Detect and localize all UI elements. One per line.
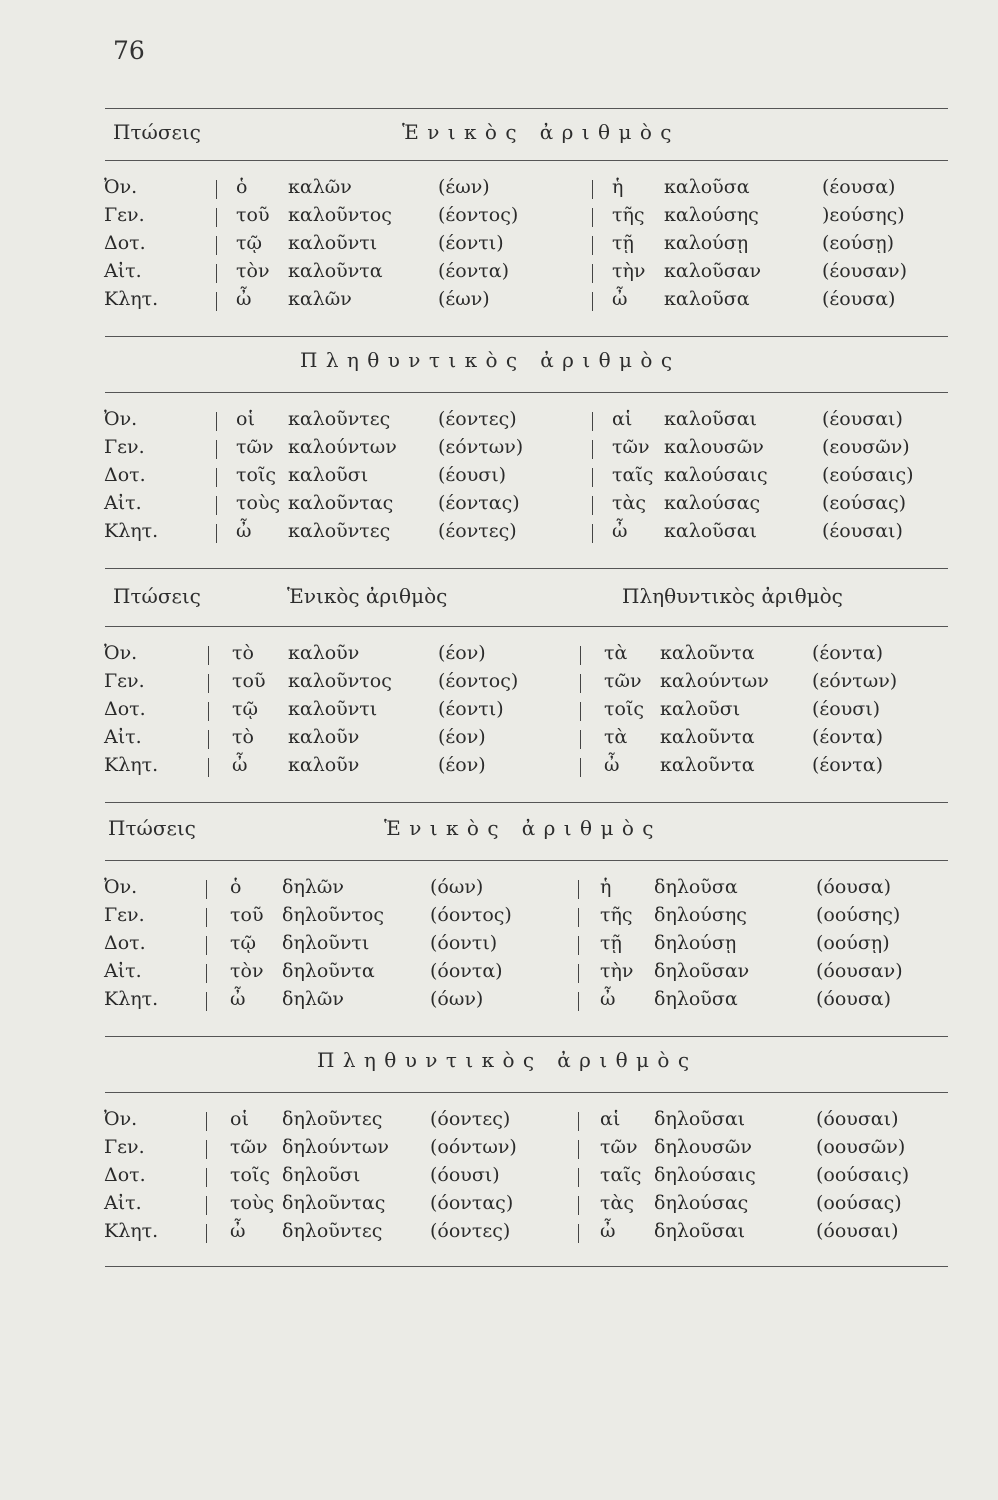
uncontracted-form-cell: (όοντα) [430, 960, 503, 982]
uncontracted-form-cell: (όουσαν) [816, 960, 903, 982]
column-divider [208, 674, 209, 693]
uncontracted-form-cell: (έοντες) [438, 408, 517, 430]
case-label: Ὀν. [104, 1108, 138, 1130]
participle-cell: καλοῦσι [288, 464, 369, 486]
participle-cell: καλοῦντι [288, 232, 378, 254]
table-row [104, 436, 944, 464]
case-label: Δοτ. [104, 1164, 146, 1186]
column-divider [578, 880, 579, 899]
table-row [104, 876, 944, 904]
case-label: Κλητ. [104, 1220, 159, 1242]
uncontracted-form-cell: (έοντος) [438, 670, 519, 692]
table-row [104, 288, 944, 316]
uncontracted-form-cell: (έοντα) [812, 726, 883, 748]
uncontracted-form-cell: (όοντες) [430, 1108, 511, 1130]
article-cell: τοὺς [230, 1192, 275, 1214]
section-header-cases: Πτώσεις [113, 584, 201, 608]
uncontracted-form-cell: (έον) [438, 726, 486, 748]
table-row [104, 988, 944, 1016]
uncontracted-form-cell: (οόντων) [430, 1136, 517, 1158]
participle-cell: δηλούσῃ [654, 932, 737, 954]
column-divider [592, 236, 593, 255]
table-row [104, 754, 944, 782]
participle-cell: καλοῦν [288, 726, 360, 748]
participle-cell: δηλοῦντος [282, 904, 384, 926]
article-cell: τῷ [230, 932, 257, 954]
column-divider [578, 936, 579, 955]
article-cell: ταῖς [612, 464, 654, 486]
participle-cell: δηλοῦσαν [654, 960, 750, 982]
participle-cell: καλούντων [660, 670, 769, 692]
article-cell: ὦ [600, 1220, 616, 1242]
participle-cell: δηλοῦσαι [654, 1108, 746, 1130]
uncontracted-form-cell: (εουσῶν) [822, 436, 910, 458]
case-label: Αἰτ. [104, 960, 142, 982]
article-cell: τὸ [232, 642, 254, 664]
participle-cell: καλοῦντι [288, 698, 378, 720]
article-cell: ὦ [230, 988, 246, 1010]
uncontracted-form-cell: (εόντων) [438, 436, 524, 458]
uncontracted-form-cell: (οούσας) [816, 1192, 902, 1214]
column-divider [206, 1196, 207, 1215]
case-label: Κλητ. [104, 520, 159, 542]
participle-cell: καλοῦντες [288, 408, 391, 430]
uncontracted-form-cell: (έουσαν) [822, 260, 908, 282]
uncontracted-form-cell: (έουσα) [822, 176, 896, 198]
article-cell: τῆς [612, 204, 645, 226]
participle-cell: καλούντων [288, 436, 397, 458]
case-label: Αἰτ. [104, 492, 142, 514]
column-divider [206, 908, 207, 927]
uncontracted-form-cell: (όουσι) [430, 1164, 500, 1186]
case-label: Γεν. [104, 904, 145, 926]
section-header-plural: Πληθυντικὸς ἀριθμὸς [317, 1048, 698, 1072]
table-row [104, 1164, 944, 1192]
declension-table [104, 876, 944, 1016]
case-label: Κλητ. [104, 288, 159, 310]
article-cell: τῶν [230, 1136, 268, 1158]
uncontracted-form-cell: (οούσῃ) [816, 932, 890, 954]
participle-cell: καλοῦντα [288, 260, 383, 282]
rule [105, 1036, 948, 1037]
column-divider [592, 412, 593, 431]
article-cell: ὦ [236, 520, 252, 542]
section-header-cases: Πτώσεις [113, 120, 201, 144]
column-divider [216, 292, 217, 311]
rule [105, 336, 948, 337]
participle-cell: δηλοῦσα [654, 988, 738, 1010]
case-label: Ὀν. [104, 408, 138, 430]
participle-cell: καλούσης [664, 204, 759, 226]
participle-cell: δηλοῦσι [282, 1164, 361, 1186]
uncontracted-form-cell: (όουσα) [816, 876, 892, 898]
uncontracted-form-cell: (έον) [438, 754, 486, 776]
column-divider [578, 964, 579, 983]
article-cell: ταῖς [600, 1164, 642, 1186]
participle-cell: καλοῦντες [288, 520, 391, 542]
participle-cell: καλοῦσαι [664, 408, 757, 430]
column-divider [592, 264, 593, 283]
column-divider [580, 674, 581, 693]
participle-cell: δηλοῦσαι [654, 1220, 746, 1242]
section-header-plural: Πληθυντικὸς ἀριθμὸς [300, 348, 681, 372]
article-cell: τῷ [232, 698, 259, 720]
column-divider [578, 1168, 579, 1187]
uncontracted-form-cell: (όων) [430, 988, 484, 1010]
participle-cell: δηλῶν [282, 988, 344, 1010]
article-cell: ὦ [604, 754, 620, 776]
uncontracted-form-cell: (έοντος) [438, 204, 519, 226]
column-divider [208, 758, 209, 777]
column-divider [206, 936, 207, 955]
article-cell: τῶν [612, 436, 650, 458]
article-cell: τοῖς [230, 1164, 271, 1186]
uncontracted-form-cell: (έον) [438, 642, 486, 664]
column-divider [580, 758, 581, 777]
article-cell: ἡ [600, 876, 612, 898]
case-label: Δοτ. [104, 232, 146, 254]
article-cell: τῶν [236, 436, 274, 458]
article-cell: τὰ [604, 642, 628, 664]
participle-cell: δηλοῦντι [282, 932, 370, 954]
rule [105, 160, 948, 161]
table-row [104, 464, 944, 492]
participle-cell: καλοῦντα [660, 642, 755, 664]
article-cell: ὦ [612, 288, 628, 310]
case-label: Ὀν. [104, 642, 138, 664]
participle-cell: καλοῦσαν [664, 260, 762, 282]
article-cell: τοῖς [236, 464, 277, 486]
column-divider [206, 1168, 207, 1187]
uncontracted-form-cell: (εούσαις) [822, 464, 914, 486]
uncontracted-form-cell: (όων) [430, 876, 484, 898]
column-divider [206, 964, 207, 983]
participle-cell: δηλοῦντες [282, 1108, 383, 1130]
article-cell: τοὺς [236, 492, 281, 514]
table-row [104, 1192, 944, 1220]
column-divider [216, 236, 217, 255]
table-row [104, 520, 944, 548]
case-label: Γεν. [104, 204, 145, 226]
uncontracted-form-cell: (έοντα) [812, 754, 883, 776]
article-cell: τὴν [600, 960, 634, 982]
column-divider [578, 1224, 579, 1243]
uncontracted-form-cell: (έοντες) [438, 520, 517, 542]
participle-cell: δηλούσης [654, 904, 747, 926]
column-divider [216, 412, 217, 431]
participle-cell: καλούσας [664, 492, 761, 514]
article-cell: οἱ [236, 408, 255, 430]
participle-cell: δηλούντων [282, 1136, 389, 1158]
column-divider [578, 908, 579, 927]
uncontracted-form-cell: (έουσαι) [822, 520, 903, 542]
participle-cell: καλοῦσα [664, 288, 750, 310]
rule [105, 568, 948, 569]
uncontracted-form-cell: (εούσας) [822, 492, 907, 514]
column-divider [216, 264, 217, 283]
article-cell: τὴν [612, 260, 646, 282]
article-cell: τῷ [236, 232, 263, 254]
table-row [104, 642, 944, 670]
section-header-singular: Ἑνικὸς ἀριθμὸς [287, 584, 448, 608]
article-cell: τῇ [612, 232, 634, 254]
declension-table [104, 1108, 944, 1248]
rule [105, 802, 948, 803]
column-divider [216, 524, 217, 543]
column-divider [208, 730, 209, 749]
participle-cell: καλοῦντα [660, 754, 755, 776]
article-cell: οἱ [230, 1108, 249, 1130]
column-divider [208, 702, 209, 721]
uncontracted-form-cell: (έοντα) [812, 642, 883, 664]
uncontracted-form-cell: (έοντας) [438, 492, 520, 514]
uncontracted-form-cell: (οούσης) [816, 904, 901, 926]
column-divider [216, 468, 217, 487]
uncontracted-form-cell: (έουσι) [438, 464, 507, 486]
participle-cell: καλοῦσαι [664, 520, 757, 542]
case-label: Κλητ. [104, 754, 159, 776]
column-divider [206, 1224, 207, 1243]
uncontracted-form-cell: (έουσα) [822, 288, 896, 310]
uncontracted-form-cell: (όοντες) [430, 1220, 511, 1242]
uncontracted-form-cell: )εούσης) [822, 204, 905, 226]
participle-cell: δηλοῦντα [282, 960, 375, 982]
participle-cell: καλοῦντος [288, 670, 392, 692]
uncontracted-form-cell: (έουσι) [812, 698, 881, 720]
uncontracted-form-cell: (όουσα) [816, 988, 892, 1010]
participle-cell: καλοῦντας [288, 492, 394, 514]
participle-cell: καλοῦσα [664, 176, 750, 198]
participle-cell: δηλοῦντας [282, 1192, 386, 1214]
case-label: Ὀν. [104, 176, 138, 198]
column-divider [580, 702, 581, 721]
article-cell: αἱ [600, 1108, 621, 1130]
section-header-singular: Ἑνικὸς ἀριθμὸς [384, 816, 662, 840]
uncontracted-form-cell: (όοντος) [430, 904, 512, 926]
table-row [104, 260, 944, 288]
participle-cell: καλούσαις [664, 464, 768, 486]
uncontracted-form-cell: (εόντων) [812, 670, 898, 692]
column-divider [578, 1196, 579, 1215]
article-cell: τοῦ [232, 670, 266, 692]
column-divider [208, 646, 209, 665]
table-row [104, 1136, 944, 1164]
column-divider [592, 524, 593, 543]
column-divider [592, 292, 593, 311]
case-label: Γεν. [104, 1136, 145, 1158]
uncontracted-form-cell: (όοντας) [430, 1192, 514, 1214]
article-cell: τῶν [600, 1136, 638, 1158]
column-divider [580, 646, 581, 665]
uncontracted-form-cell: (εούσῃ) [822, 232, 895, 254]
article-cell: ὁ [236, 176, 248, 198]
participle-cell: δηλούσας [654, 1192, 749, 1214]
rule [105, 108, 948, 109]
case-label: Ὀν. [104, 876, 138, 898]
column-divider [592, 208, 593, 227]
table-row [104, 1220, 944, 1248]
article-cell: τοῦ [230, 904, 264, 926]
table-row [104, 408, 944, 436]
participle-cell: δηλούσαις [654, 1164, 756, 1186]
case-label: Γεν. [104, 436, 145, 458]
column-divider [216, 496, 217, 515]
table-row [104, 232, 944, 260]
table-row [104, 492, 944, 520]
case-label: Δοτ. [104, 698, 146, 720]
article-cell: τῇ [600, 932, 622, 954]
declension-table [104, 642, 944, 782]
table-row [104, 726, 944, 754]
column-divider [592, 440, 593, 459]
page-number: 76 [113, 36, 145, 65]
case-label: Δοτ. [104, 932, 146, 954]
rule [105, 860, 948, 861]
column-divider [592, 496, 593, 515]
column-divider [206, 992, 207, 1011]
uncontracted-form-cell: (οούσαις) [816, 1164, 910, 1186]
rule [105, 1092, 948, 1093]
article-cell: τῆς [600, 904, 633, 926]
article-cell: τῶν [604, 670, 642, 692]
uncontracted-form-cell: (έων) [438, 176, 490, 198]
article-cell: αἱ [612, 408, 633, 430]
case-label: Αἰτ. [104, 260, 142, 282]
column-divider [216, 208, 217, 227]
participle-cell: καλοῦντα [660, 726, 755, 748]
article-cell: ὦ [230, 1220, 246, 1242]
column-divider [216, 440, 217, 459]
participle-cell: καλουσῶν [664, 436, 764, 458]
article-cell: τὰς [612, 492, 646, 514]
article-cell: ὦ [600, 988, 616, 1010]
declension-table [104, 176, 944, 316]
uncontracted-form-cell: (έοντι) [438, 232, 504, 254]
article-cell: ὁ [230, 876, 242, 898]
participle-cell: δηλουσῶν [654, 1136, 752, 1158]
rule [105, 392, 948, 393]
rule [105, 626, 948, 627]
case-label: Αἰτ. [104, 1192, 142, 1214]
table-row [104, 904, 944, 932]
column-divider [206, 1112, 207, 1131]
column-divider [206, 1140, 207, 1159]
uncontracted-form-cell: (όουσαι) [816, 1108, 899, 1130]
table-row [104, 670, 944, 698]
column-divider [578, 992, 579, 1011]
uncontracted-form-cell: (οουσῶν) [816, 1136, 906, 1158]
column-divider [592, 180, 593, 199]
article-cell: ὦ [612, 520, 628, 542]
table-row [104, 176, 944, 204]
article-cell: τὰς [600, 1192, 634, 1214]
article-cell: ὦ [236, 288, 252, 310]
article-cell: τὸ [232, 726, 254, 748]
participle-cell: καλούσῃ [664, 232, 749, 254]
uncontracted-form-cell: (όουσαι) [816, 1220, 899, 1242]
table-row [104, 960, 944, 988]
section-header-plural: Πληθυντικὸς ἀριθμὸς [622, 584, 843, 608]
participle-cell: καλοῦσι [660, 698, 741, 720]
case-label: Αἰτ. [104, 726, 142, 748]
table-row [104, 1108, 944, 1136]
article-cell: τὸν [230, 960, 264, 982]
uncontracted-form-cell: (όοντι) [430, 932, 498, 954]
column-divider [580, 730, 581, 749]
uncontracted-form-cell: (έοντα) [438, 260, 509, 282]
uncontracted-form-cell: (έοντι) [438, 698, 504, 720]
uncontracted-form-cell: (έων) [438, 288, 490, 310]
table-row [104, 932, 944, 960]
column-divider [578, 1112, 579, 1131]
article-cell: τὸν [236, 260, 270, 282]
column-divider [206, 880, 207, 899]
rule [105, 1266, 948, 1267]
participle-cell: δηλῶν [282, 876, 344, 898]
table-row [104, 698, 944, 726]
article-cell: τὰ [604, 726, 628, 748]
column-divider [216, 180, 217, 199]
article-cell: ἡ [612, 176, 624, 198]
participle-cell: καλοῦν [288, 642, 360, 664]
article-cell: ὦ [232, 754, 248, 776]
case-label: Κλητ. [104, 988, 159, 1010]
participle-cell: καλῶν [288, 176, 352, 198]
participle-cell: καλοῦντος [288, 204, 392, 226]
section-header-cases: Πτώσεις [108, 816, 196, 840]
participle-cell: δηλοῦντες [282, 1220, 383, 1242]
case-label: Γεν. [104, 670, 145, 692]
section-header-singular: Ἑνικὸς ἀριθμὸς [402, 120, 680, 144]
participle-cell: δηλοῦσα [654, 876, 738, 898]
case-label: Δοτ. [104, 464, 146, 486]
table-row [104, 204, 944, 232]
column-divider [578, 1140, 579, 1159]
declension-table [104, 408, 944, 548]
article-cell: τοῖς [604, 698, 645, 720]
participle-cell: καλοῦν [288, 754, 360, 776]
column-divider [592, 468, 593, 487]
participle-cell: καλῶν [288, 288, 352, 310]
article-cell: τοῦ [236, 204, 270, 226]
uncontracted-form-cell: (έουσαι) [822, 408, 903, 430]
